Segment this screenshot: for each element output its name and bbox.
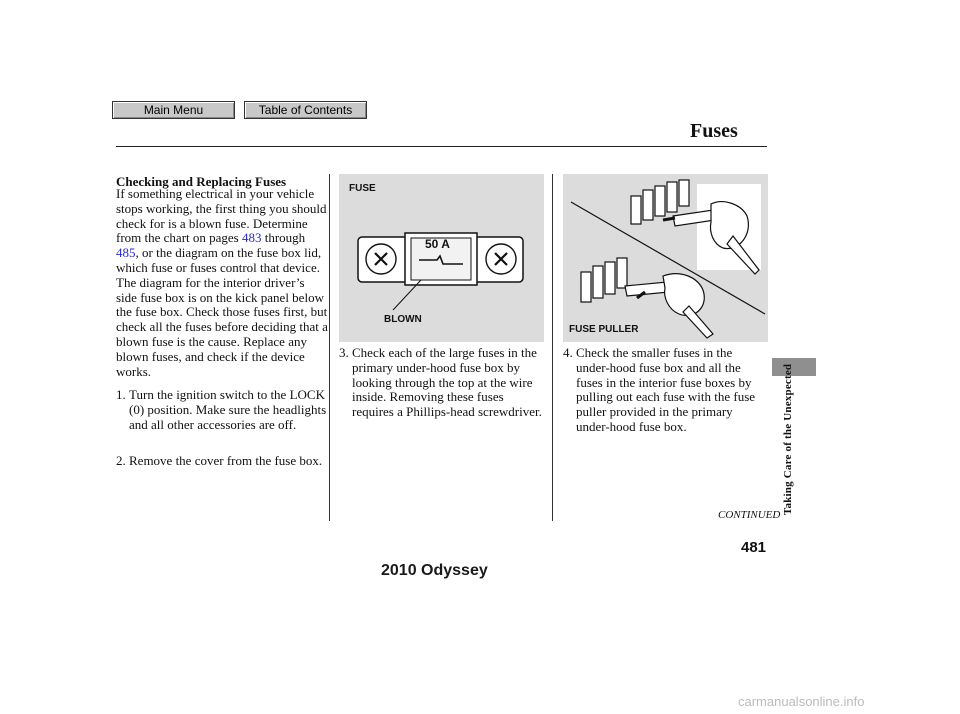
column-divider-left [329,174,330,521]
page-link-485[interactable]: 485 [116,245,136,261]
step-text: Check the smaller fuses in the under-hood fuse box and all the fuses in the interior fuse boxes by pulling out each fuse with the fuse puller provided in the primary under-hood fuse box. [576,345,756,434]
section-title: Fuses [690,120,738,142]
fuse-puller-figure [563,174,768,342]
fuse-rating: 50 A [425,237,450,251]
watermark: carmanualsonline.info [738,694,865,709]
large-fuse-illustration [339,174,544,342]
fuse-label: FUSE [349,183,376,194]
intro-paragraph [116,187,328,379]
step-text: Turn the ignition switch to the LOCK (0) position. Make sure the headlights and all other accessories are off. [129,387,327,432]
step-number: 3. [339,345,349,360]
section-heading: Checking and Replacing Fuses [116,174,287,189]
chapter-tab [772,358,816,376]
continued-label: CONTINUED [718,509,781,521]
step-number: 1. [116,387,126,402]
fuse-puller-illustration [563,174,768,342]
step-text: Remove the cover from the fuse box. [129,453,323,468]
step-number: 2. [116,453,126,468]
main-menu-button[interactable]: Main Menu [112,101,235,119]
intro-text-part1: If something electrical in your vehicle stops working, the first thing you should check for is a blown fuse. Determine from the chart on pages [116,186,327,246]
page-link-483[interactable]: 483 [241,230,262,246]
fuse-puller-label: FUSE PULLER [569,324,639,335]
intro-text-through: through [264,230,306,246]
page-number: 481 [741,539,767,556]
blown-label: BLOWN [384,314,422,325]
footer-title: 2010 Odyssey [381,562,488,579]
table-of-contents-button[interactable]: Table of Contents [244,101,367,119]
header-rule [116,146,767,147]
intro-text-part2: , or the diagram on the fuse box lid, which fuse or fuses control that device. The diagram for the interior driver’s side fuse box is on the kick panel below the fuse box. Check those fuses first, but check all the fuses before deciding that a blown fuse is the cause. Replace any blown fuses, and check if the device works. [116,245,328,379]
large-fuse-figure [339,174,544,342]
column-divider-right [552,174,553,521]
step-text: Check each of the large fuses in the primary under-hood fuse box by looking through the top at the wire inside. Removing these fuses requires a Phillips-head screwdriver. [352,345,542,420]
chapter-side-text: Taking Care of the Unexpected [782,363,794,515]
step-number: 4. [563,345,573,360]
